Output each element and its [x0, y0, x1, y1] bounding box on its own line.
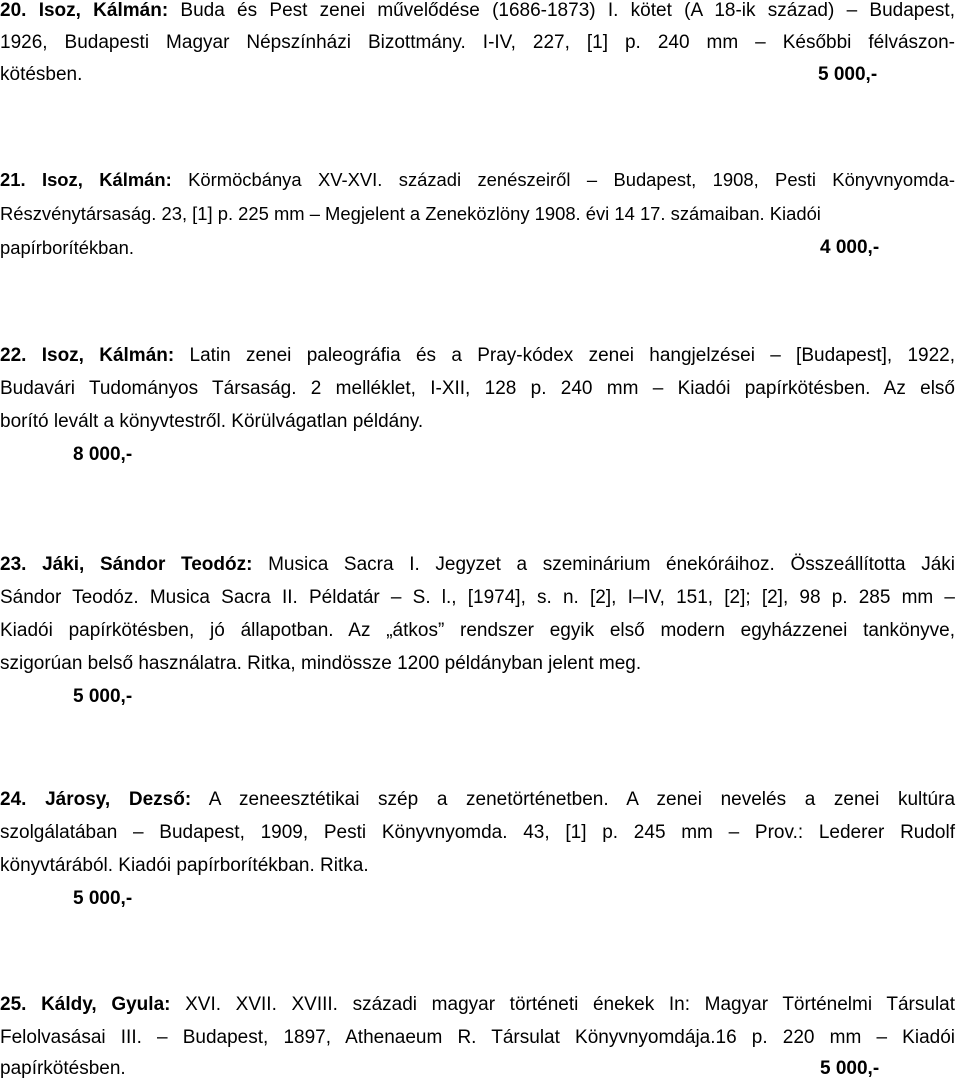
entry-line: Sándor Teodóz. Musica Sacra II. Példatár – S. l., [1974], s. n. [2], I–IV, 151, [2]; [2], 98 p. 285 mm –: [0, 587, 955, 608]
entry-number: 25.: [0, 994, 27, 1015]
entry-line: Részvénytársaság. 23, [1] p. 225 mm – Megjelent a Zeneközlöny 1908. évi 14 17. számaiban. Kiadói: [0, 203, 821, 224]
entry-line: Kiadói papírkötésben, jó állapotban. Az „átkos” rendszer egyik első modern egyházzenei tankönyve,: [0, 620, 955, 641]
entry-line: könyvtárából. Kiadói papírborítékban. Ritka.: [0, 855, 369, 876]
entry-price: 8 000,-: [73, 444, 133, 465]
entry-number: 23.: [0, 554, 27, 575]
entry-line: kötésben.: [0, 64, 83, 85]
entry-price: 5 000,-: [820, 1058, 880, 1079]
entry-number: 22.: [0, 345, 27, 366]
entry-number: 21.: [0, 169, 26, 190]
entry-author: Káldy, Gyula:: [41, 994, 171, 1015]
entry-line: [0, 169, 955, 191]
entry-number: 24.: [0, 789, 27, 810]
entry-author: Jáki, Sándor Teodóz:: [42, 554, 253, 575]
entry-line: szolgálatában – Budapest, 1909, Pesti Könyvnyomda. 43, [1] p. 245 mm – Prov.: Lederer Rudolf: [0, 822, 955, 843]
entry-text: Musica Sacra I. Jegyzet a szeminárium énekóráihoz. Összeállította Jáki: [268, 554, 956, 575]
entry-line: [0, 789, 955, 811]
entry-line: Felolvasásai III. – Budapest, 1897, Athenaeum R. Társulat Könyvnyomdája.16 p. 220 mm – Kiadói: [0, 1027, 955, 1048]
entry-price: 5 000,-: [818, 64, 878, 85]
entry-text: Körmöcbánya XV-XVI. századi zenészeiről – Budapest, 1908, Pesti Könyvnyomda-: [188, 169, 955, 190]
entry-price: 5 000,-: [73, 888, 133, 909]
entry-text: Buda és Pest zenei művelődése (1686-1873) I. kötet (A 18-ik század) – Budapest,: [180, 0, 955, 21]
entry-author: Isoz, Kálmán:: [38, 0, 169, 21]
entry-line: 1926, Budapesti Magyar Népszínházi Bizottmány. I-IV, 227, [1] p. 240 mm – Későbbi félvászon-: [0, 32, 955, 53]
entry-line: papírkötésben.: [0, 1058, 126, 1079]
entry-line: [0, 994, 955, 1016]
entry-author: Isoz, Kálmán:: [41, 345, 175, 366]
entry-price: 5 000,-: [73, 686, 133, 707]
entry-line: [0, 554, 955, 576]
entry-line: szigorúan belső használatra. Ritka, mindössze 1200 példányban jelent meg.: [0, 653, 642, 674]
entry-number: 20.: [0, 0, 27, 21]
entry-text: Latin zenei paleográfia és a Pray-kódex zenei hangjelzései – [Budapest], 1922,: [189, 345, 956, 366]
entry-line: [0, 0, 955, 22]
entry-line: [0, 345, 955, 367]
entry-author: Isoz, Kálmán:: [41, 169, 172, 190]
entry-line: borító levált a könyvtestről. Körülvágatlan példány.: [0, 411, 424, 432]
entry-author: Járosy, Dezső:: [45, 789, 192, 810]
entry-text: XVI. XVII. XVIII. századi magyar történeti énekek In: Magyar Történelmi Társulat: [185, 994, 956, 1015]
entry-line: papírborítékban.: [0, 237, 134, 258]
entry-line: Budavári Tudományos Társaság. 2 melléklet, I-XII, 128 p. 240 mm – Kiadói papírkötésben. Az első: [0, 378, 955, 399]
entry-text: A zeneesztétikai szép a zenetörténetben. A zenei nevelés a zenei kultúra: [208, 789, 956, 810]
entry-price: 4 000,-: [820, 237, 880, 258]
